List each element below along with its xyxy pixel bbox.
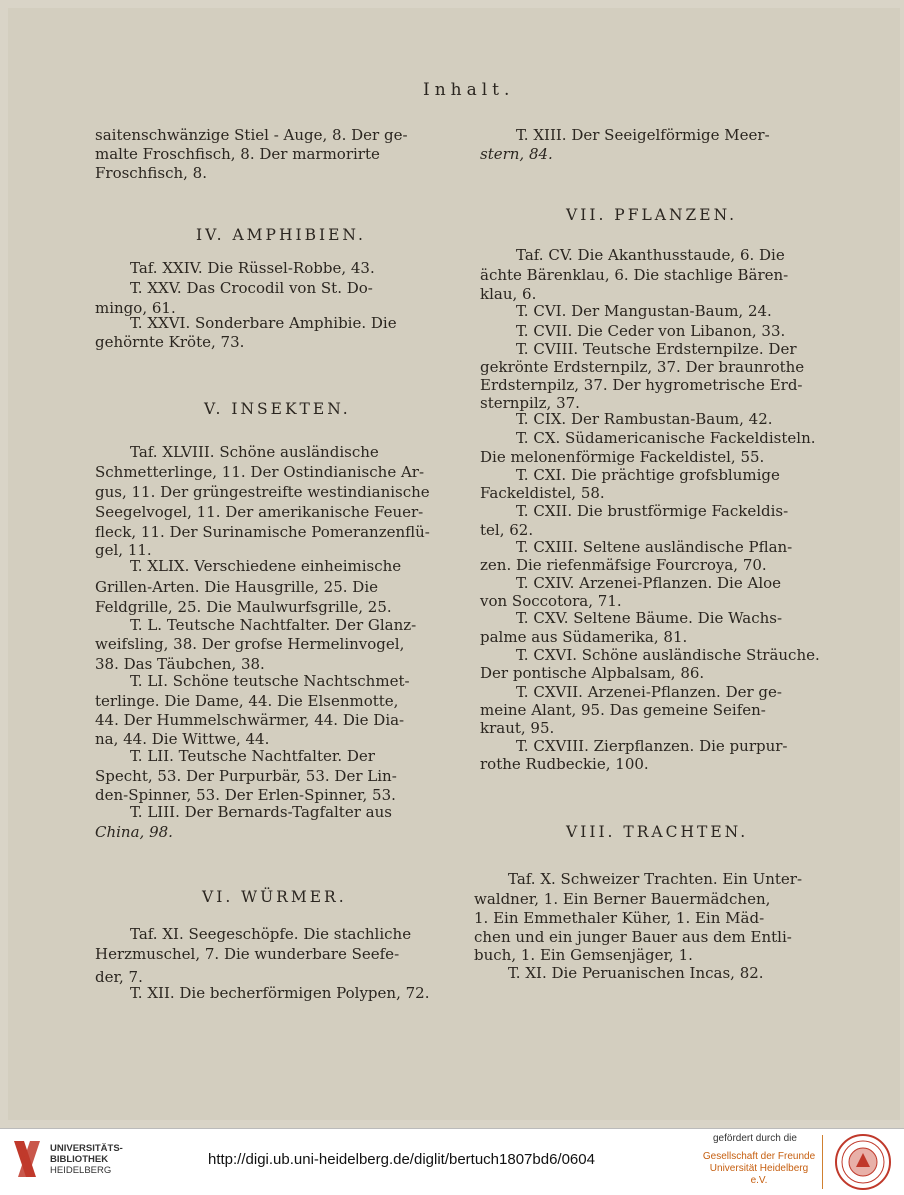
text-line: Schmetterlinge, 11. Der Ostindianische Ar-: [95, 463, 425, 481]
text-line: T. CXIII. Seltene ausländische Pflan-: [516, 538, 793, 556]
text-line: weifsling, 38. Der grofse Hermelinvogel,: [95, 635, 405, 653]
text-line: saitenschwänzige Stiel - Auge, 8. Der ge-: [95, 126, 408, 144]
text-line: gehörnte Kröte, 73.: [95, 333, 245, 351]
text-line: Der pontische Alpbalsam, 86.: [480, 664, 705, 682]
sponsor-name: Gesellschaft der Freunde Universität Heidelberg e.V.: [702, 1151, 816, 1186]
text-line: zen. Die riefenmäfsige Fourcroya, 70.: [480, 556, 767, 574]
text-line: waldner, 1. Ein Berner Bauermädchen,: [474, 890, 771, 908]
text-line: mingo, 61.: [95, 299, 176, 317]
text-line: T. XLIX. Verschiedene einheimische: [130, 557, 402, 575]
text-line: gus, 11. Der grüngestreifte westindianische: [95, 483, 430, 501]
text-line: T. XI. Die Peruanischen Incas, 82.: [508, 964, 764, 982]
text-line: der, 7.: [95, 968, 143, 986]
text-line: kraut, 95.: [480, 719, 555, 737]
text-line: Erdsternpilz, 37. Der hygrometrische Erd-: [480, 376, 803, 394]
text-line: klau, 6.: [480, 285, 537, 303]
text-line: Taf. XLVIII. Schöne ausländische: [130, 443, 379, 461]
text-line: T. XIII. Der Seeigelförmige Meer-: [516, 126, 770, 144]
text-line: T. XXV. Das Crocodil von St. Do-: [130, 279, 373, 297]
text-line: Grillen-Arten. Die Hausgrille, 25. Die: [95, 578, 379, 596]
text-line: tel, 62.: [480, 521, 534, 539]
university-seal-icon: [834, 1133, 892, 1191]
library-logo-text: UNIVERSITÄTS- BIBLIOTHEK HEIDELBERG: [50, 1143, 123, 1176]
text-line: T. LI. Schöne teutsche Nachtschmet-: [130, 672, 410, 690]
text-line: stern, 84.: [480, 145, 553, 163]
text-line: sternpilz, 37.: [480, 394, 580, 412]
text-line: T. CIX. Der Rambustan-Baum, 42.: [516, 410, 773, 428]
text-line: T. CVI. Der Mangustan-Baum, 24.: [516, 302, 772, 320]
section-heading: VIII. TRACHTEN.: [566, 823, 749, 841]
text-line: T. XXVI. Sonderbare Amphibie. Die: [130, 314, 397, 332]
book-page: [8, 8, 900, 1120]
text-line: China, 98.: [95, 823, 173, 841]
source-url-link[interactable]: http://digi.ub.uni-heidelberg.de/diglit/bertuch1807bd6/0604: [208, 1151, 595, 1168]
text-line: Specht, 53. Der Purpurbär, 53. Der Lin-: [95, 767, 397, 785]
text-line: ächte Bärenklau, 6. Die stachlige Bären-: [480, 266, 789, 284]
text-line: Herzmuschel, 7. Die wunderbare Seefe-: [95, 945, 400, 963]
text-line: T. LIII. Der Bernards-Tagfalter aus: [130, 803, 392, 821]
text-line: chen und ein junger Bauer aus dem Entli-: [474, 928, 792, 946]
text-line: gel, 11.: [95, 541, 152, 559]
text-line: T. CXIV. Arzenei-Pflanzen. Die Aloe: [516, 574, 782, 592]
text-line: Seegelvogel, 11. Der amerikanische Feuer-: [95, 503, 424, 521]
text-line: gekrönte Erdsternpilz, 37. Der braunrothe: [480, 358, 805, 376]
section-heading: V. INSEKTEN.: [204, 400, 351, 418]
text-line: von Soccotora, 71.: [480, 592, 622, 610]
page-title: Inhalt.: [423, 80, 515, 100]
text-line: Taf. XI. Seegeschöpfe. Die stachliche: [130, 925, 412, 943]
text-line: 38. Das Täubchen, 38.: [95, 655, 265, 673]
text-line: Feldgrille, 25. Die Maulwurfsgrille, 25.: [95, 598, 392, 616]
text-line: meine Alant, 95. Das gemeine Seifen-: [480, 701, 766, 719]
text-line: T. CXVIII. Zierpflanzen. Die purpur-: [516, 737, 788, 755]
text-line: buch, 1. Ein Gemsenjäger, 1.: [474, 946, 693, 964]
section-heading: IV. AMPHIBIEN.: [196, 226, 366, 244]
text-line: rothe Rudbeckie, 100.: [480, 755, 649, 773]
text-line: Taf. CV. Die Akanthusstaude, 6. Die: [516, 246, 785, 264]
footer-bar: [0, 1128, 904, 1195]
text-line: T. CVIII. Teutsche Erdsternpilze. Der: [516, 340, 797, 358]
sponsor-note: gefördert durch die: [713, 1133, 797, 1144]
text-line: fleck, 11. Der Surinamische Pomeranzenflü-: [95, 523, 430, 541]
text-line: den-Spinner, 53. Der Erlen-Spinner, 53.: [95, 786, 396, 804]
text-line: T. CXI. Die prächtige grofsblumige: [516, 466, 780, 484]
text-line: palme aus Südamerika, 81.: [480, 628, 688, 646]
section-heading: VII. PFLANZEN.: [566, 206, 738, 224]
text-line: Taf. X. Schweizer Trachten. Ein Unter-: [508, 870, 803, 888]
text-line: T. CVII. Die Ceder von Libanon, 33.: [516, 322, 786, 340]
text-line: T. CXII. Die brustförmige Fackeldis-: [516, 502, 789, 520]
text-line: T. XII. Die becherförmigen Polypen, 72.: [130, 984, 430, 1002]
text-line: 44. Der Hummelschwärmer, 44. Die Dia-: [95, 711, 405, 729]
text-line: terlinge. Die Dame, 44. Die Elsenmotte,: [95, 692, 399, 710]
text-line: T. CX. Südamericanische Fackeldisteln.: [516, 429, 816, 447]
text-line: 1. Ein Emmethaler Küher, 1. Ein Mäd-: [474, 909, 765, 927]
text-line: T. CXVI. Schöne ausländische Sträuche.: [516, 646, 820, 664]
section-heading: VI. WÜRMER.: [202, 888, 347, 906]
text-line: T. CXV. Seltene Bäume. Die Wachs-: [516, 609, 783, 627]
text-line: Die melonenförmige Fackeldistel, 55.: [480, 448, 765, 466]
text-line: Froschfisch, 8.: [95, 164, 207, 182]
library-logo-icon: [10, 1139, 44, 1179]
text-line: na, 44. Die Wittwe, 44.: [95, 730, 270, 748]
text-line: malte Froschfisch, 8. Der marmorirte: [95, 145, 380, 163]
text-line: T. L. Teutsche Nachtfalter. Der Glanz-: [130, 616, 417, 634]
divider: [822, 1135, 823, 1189]
text-line: Fackeldistel, 58.: [480, 484, 605, 502]
text-line: T. LII. Teutsche Nachtfalter. Der: [130, 747, 375, 765]
text-line: T. CXVII. Arzenei-Pflanzen. Der ge-: [516, 683, 782, 701]
text-line: Taf. XXIV. Die Rüssel-Robbe, 43.: [130, 259, 375, 277]
